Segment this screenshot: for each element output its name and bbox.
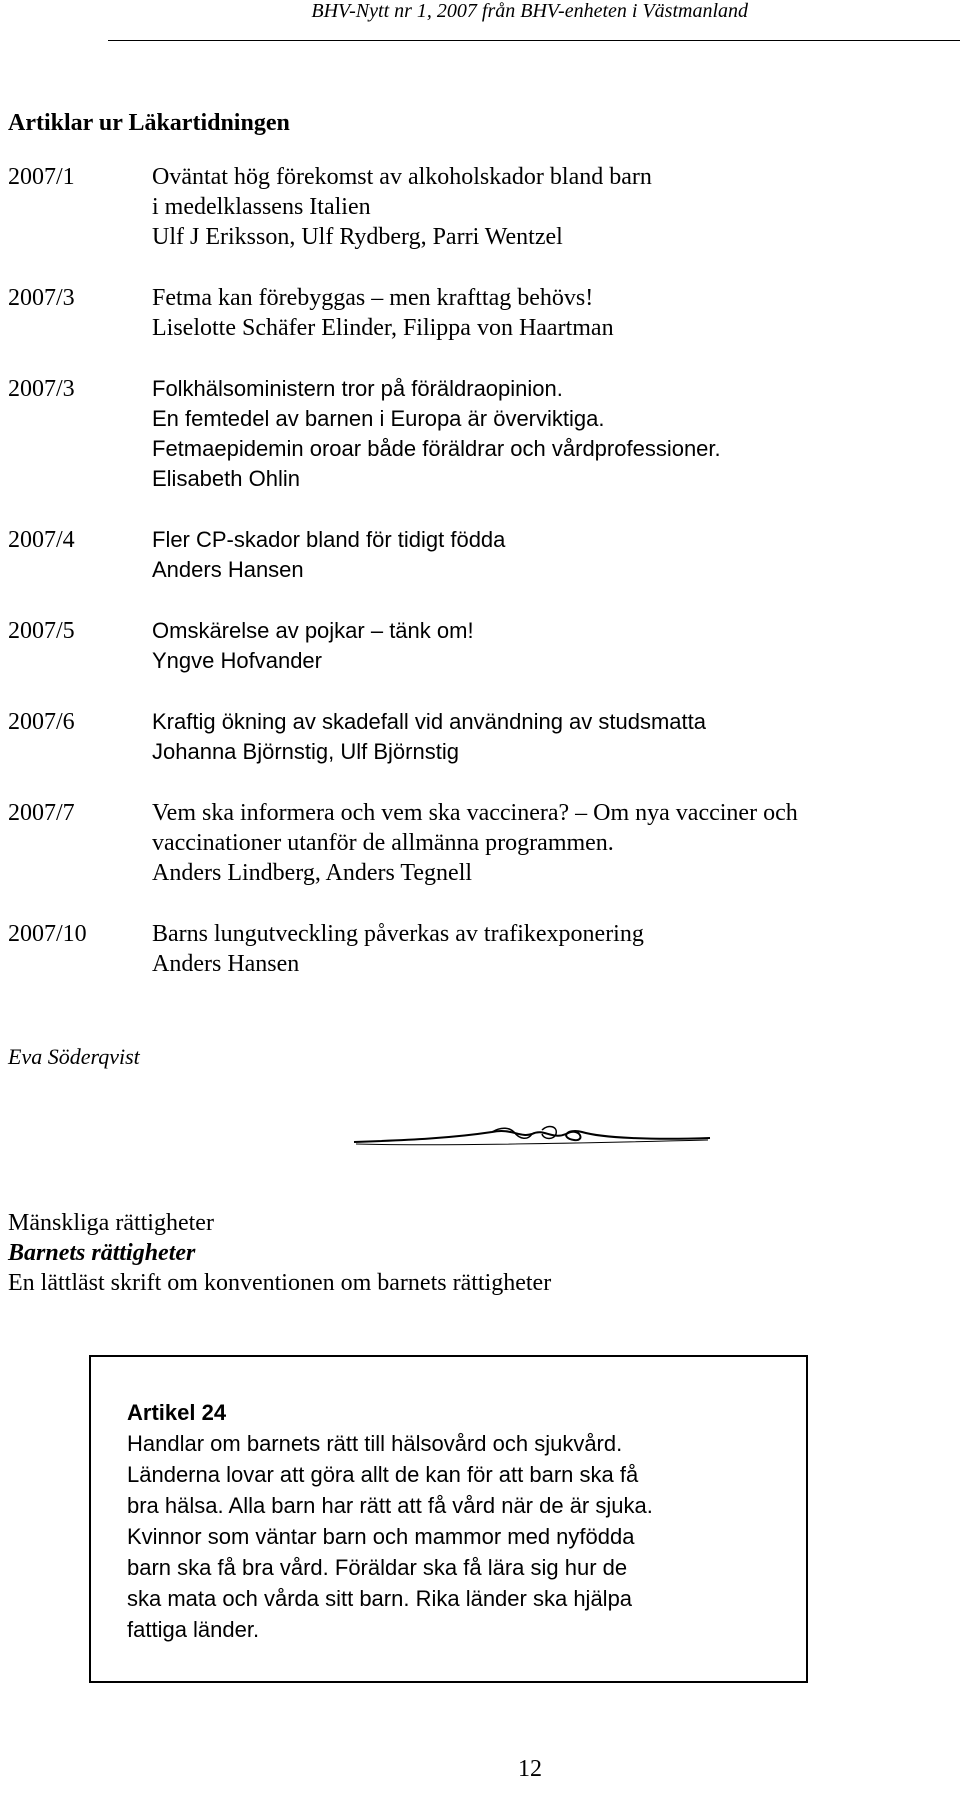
article-line: Fetmaepidemin oroar både föräldrar och vårdprofessioner. bbox=[152, 436, 721, 461]
article-box-line: barn ska få bra vård. Föräldar ska få lära sig hur de bbox=[127, 1555, 628, 1580]
article-box-line: Handlar om barnets rätt till hälsovård och sjukvård. bbox=[127, 1431, 623, 1456]
article-date: 2007/4 bbox=[8, 527, 75, 553]
article-lines bbox=[152, 162, 948, 252]
article-line: Folkhälsoministern tror på föräldraopinion. bbox=[152, 376, 563, 401]
article-entry bbox=[8, 616, 948, 676]
article-lines bbox=[152, 525, 948, 585]
article-lines bbox=[152, 798, 948, 888]
article-line: Kraftig ökning av skadefall vid användning av studsmatta bbox=[152, 709, 706, 734]
article-date: 2007/3 bbox=[8, 285, 75, 311]
article-box-line: Länderna lovar att göra allt de kan för att barn ska få bbox=[127, 1462, 639, 1487]
article-entry bbox=[8, 525, 948, 585]
article-date: 2007/5 bbox=[8, 618, 75, 644]
article-date: 2007/10 bbox=[8, 921, 87, 947]
article-line: Anders Hansen bbox=[152, 951, 300, 977]
article-date: 2007/6 bbox=[8, 709, 75, 735]
article-box-title: Artikel 24 bbox=[127, 1400, 227, 1425]
article-line: Fetma kan förebyggas – men krafttag behövs! bbox=[152, 285, 594, 311]
article-box-line: fattiga länder. bbox=[127, 1617, 260, 1642]
article-lines bbox=[152, 707, 948, 767]
article-date: 2007/3 bbox=[8, 376, 75, 402]
article-line: Omskärelse av pojkar – tänk om! bbox=[152, 618, 474, 643]
header-title: BHV-Nytt nr 1, 2007 från BHV-enheten i Västmanland bbox=[311, 0, 748, 22]
article-entry bbox=[8, 374, 948, 494]
flourish-icon bbox=[352, 1118, 712, 1158]
article-line: Vem ska informera och vem ska vaccinera? – Om nya vacciner och bbox=[152, 800, 798, 826]
article-box bbox=[89, 1355, 808, 1683]
article-box-line: Kvinnor som väntar barn och mammor med nyfödda bbox=[127, 1524, 635, 1549]
article-list bbox=[8, 162, 948, 1010]
article-entry bbox=[8, 707, 948, 767]
article-line: Yngve Hofvander bbox=[152, 648, 322, 673]
article-line: Elisabeth Ohlin bbox=[152, 466, 300, 491]
article-entry bbox=[8, 919, 948, 979]
article-lines bbox=[152, 616, 948, 676]
article-line: Johanna Björnstig, Ulf Björnstig bbox=[152, 739, 459, 764]
article-line: Oväntat hög förekomst av alkoholskador bland barn bbox=[152, 164, 652, 190]
article-line: Anders Lindberg, Anders Tegnell bbox=[152, 860, 473, 886]
article-entry bbox=[8, 798, 948, 888]
rights-description: En lättläst skrift om konventionen om barnets rättigheter bbox=[8, 1270, 552, 1296]
article-line: i medelklassens Italien bbox=[152, 194, 371, 220]
article-lines bbox=[152, 919, 948, 979]
rights-block bbox=[8, 1208, 551, 1298]
article-date: 2007/1 bbox=[8, 164, 75, 190]
page-number: 12 bbox=[518, 1756, 542, 1782]
article-line: Ulf J Eriksson, Ulf Rydberg, Parri Wentzel bbox=[152, 224, 563, 250]
article-line: vaccinationer utanför de allmänna programmen. bbox=[152, 830, 614, 856]
article-entry bbox=[8, 283, 948, 343]
article-box-line: ska mata och vårda sitt barn. Rika länder ska hjälpa bbox=[127, 1586, 633, 1611]
article-line: Anders Hansen bbox=[152, 557, 304, 582]
article-line: En femtedel av barnen i Europa är överviktiga. bbox=[152, 406, 605, 431]
author-signature: Eva Söderqvist bbox=[8, 1044, 140, 1069]
article-box-line: bra hälsa. Alla barn har rätt att få vård när de är sjuka. bbox=[127, 1493, 653, 1518]
article-box-content bbox=[127, 1397, 653, 1645]
rights-heading: Mänskliga rättigheter bbox=[8, 1210, 214, 1236]
rights-subheading: Barnets rättigheter bbox=[8, 1240, 196, 1266]
header-rule bbox=[108, 40, 960, 41]
article-lines bbox=[152, 283, 948, 343]
article-line: Liselotte Schäfer Elinder, Filippa von Haartman bbox=[152, 315, 614, 341]
article-line: Barns lungutveckling påverkas av trafikexponering bbox=[152, 921, 644, 947]
article-entry bbox=[8, 162, 948, 252]
article-lines bbox=[152, 374, 948, 494]
article-date: 2007/7 bbox=[8, 800, 75, 826]
article-line: Fler CP-skador bland för tidigt födda bbox=[152, 527, 506, 552]
section-title: Artiklar ur Läkartidningen bbox=[8, 110, 290, 136]
